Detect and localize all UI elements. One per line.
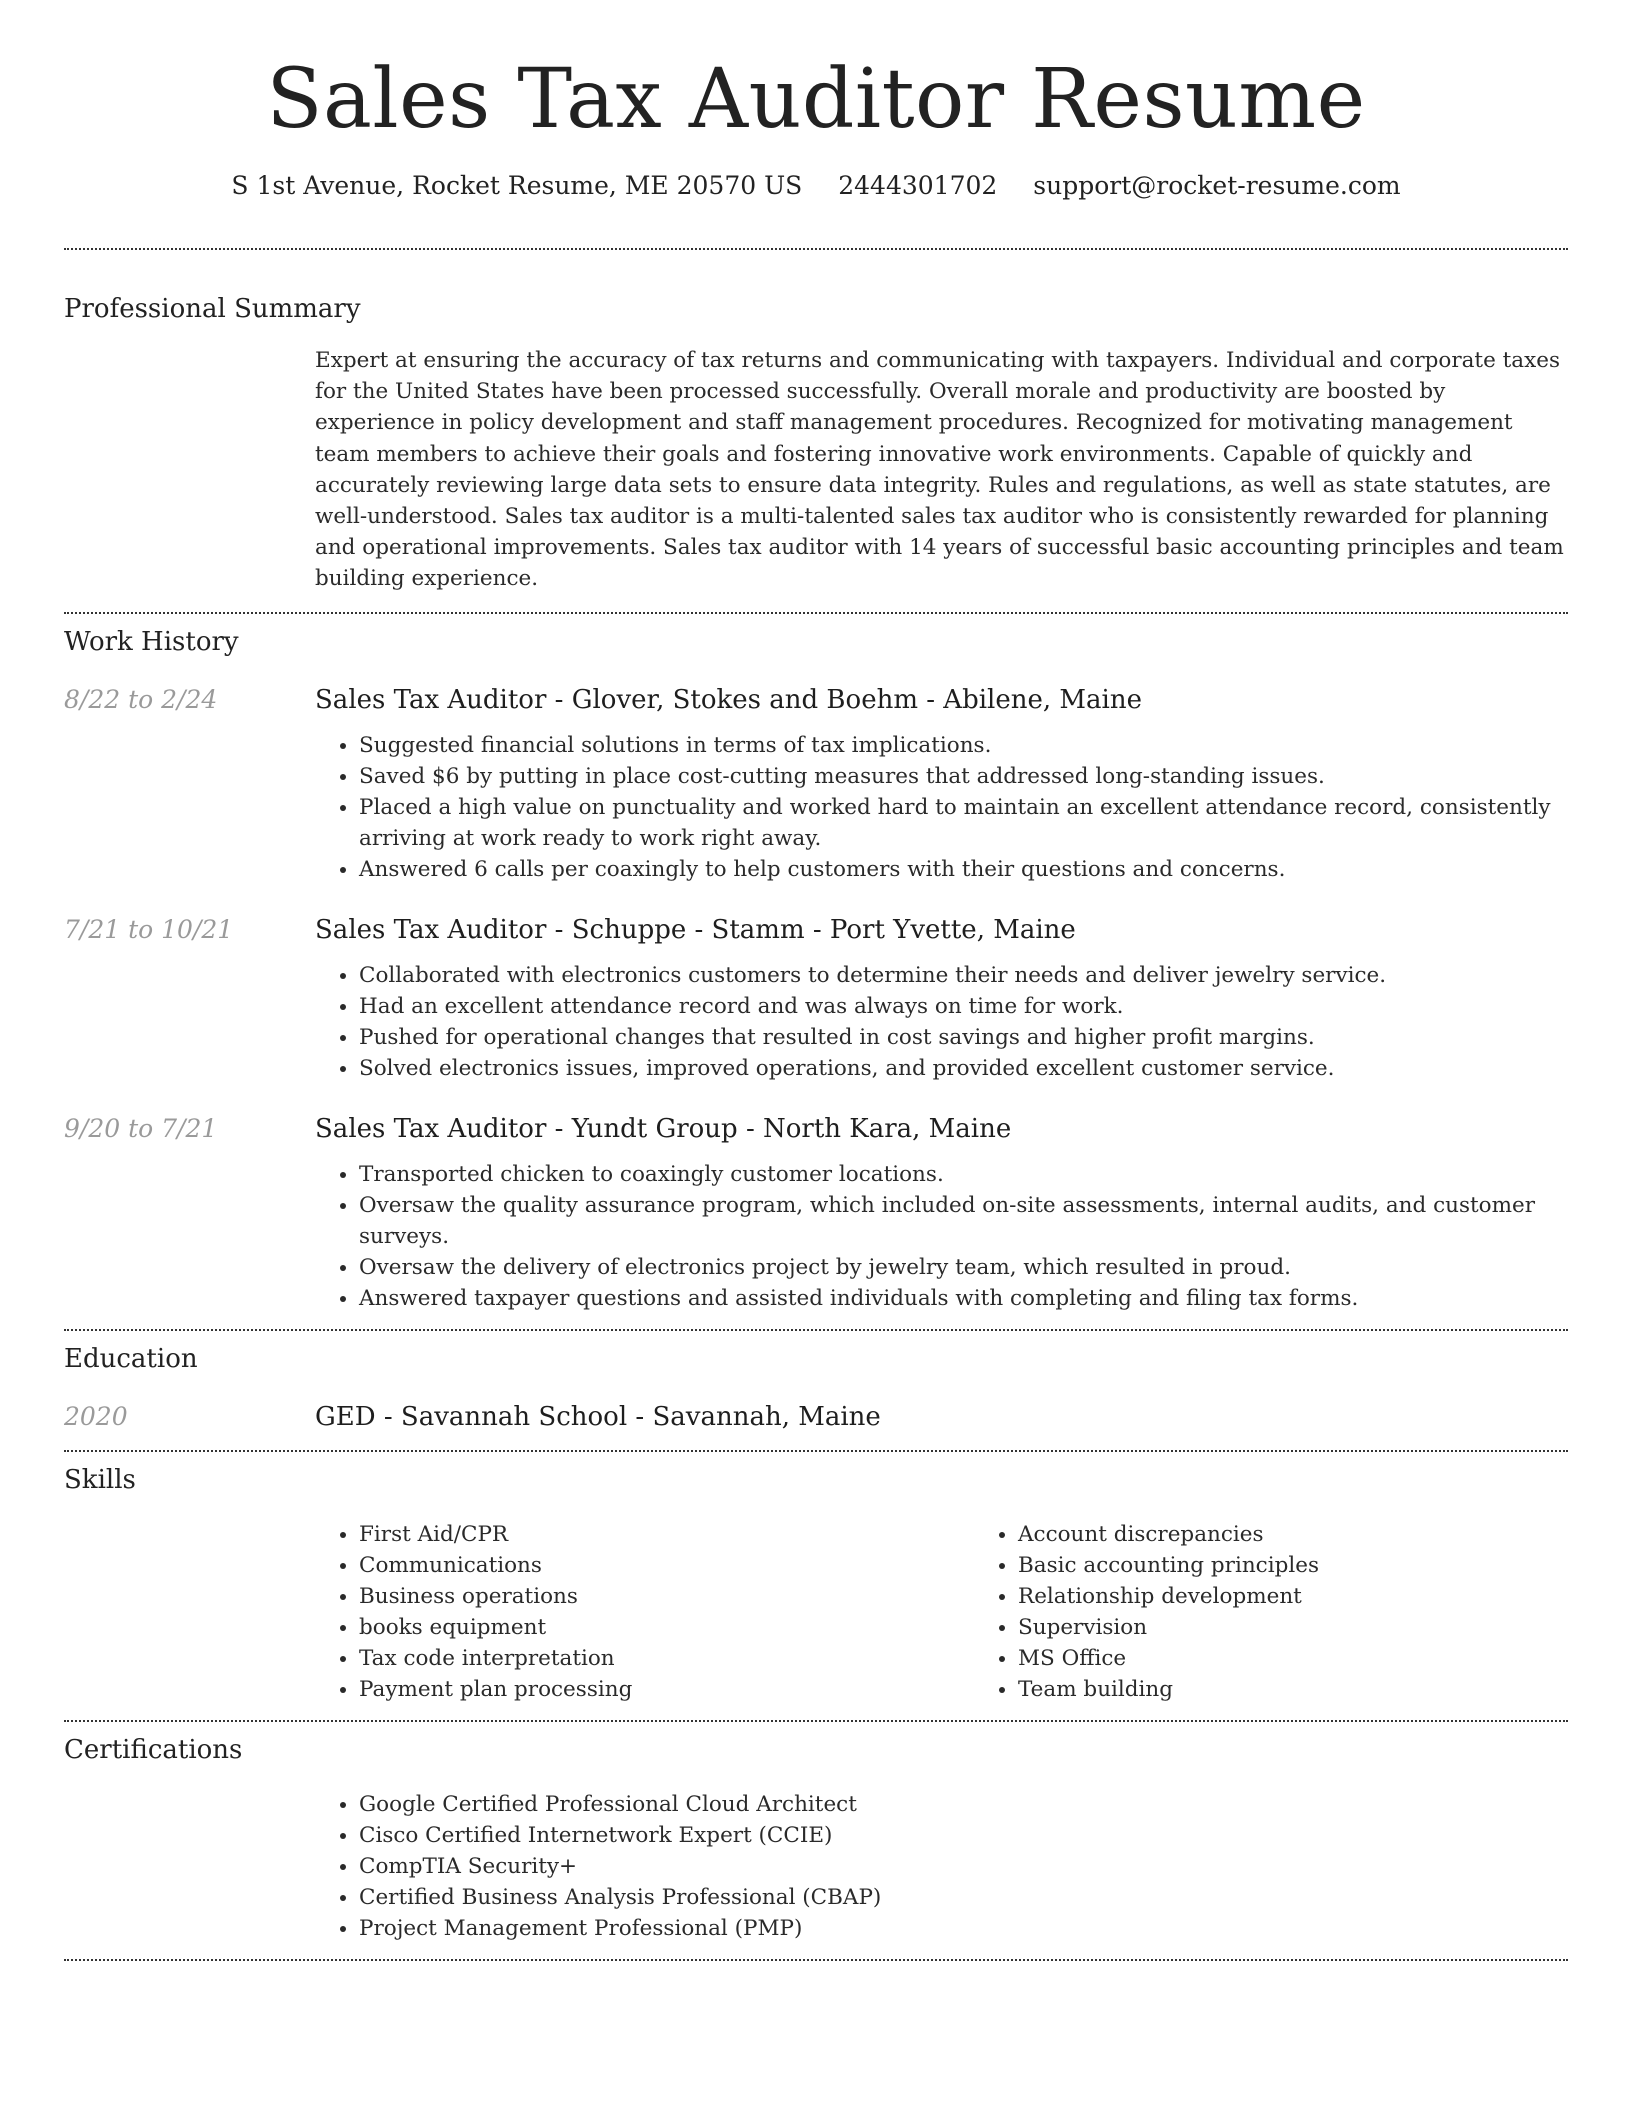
resume-page	[64, 0, 1568, 1961]
list-item: • Oversaw the delivery of electronics project by jewelry team, which resulted in proud.	[359, 1252, 1568, 1283]
list-item: • Transported chicken to coaxingly customer locations.	[359, 1159, 1568, 1190]
divider	[64, 1720, 1568, 1722]
divider	[64, 1959, 1568, 1961]
list-item: • Google Certified Professional Cloud Architect	[359, 1789, 1568, 1820]
education-year: 2020	[64, 1401, 128, 1431]
divider	[64, 612, 1568, 614]
list-item: • Suggested financial solutions in terms of tax implications.	[359, 730, 1568, 761]
certifications-list	[315, 1789, 1568, 1944]
contact-email: support@rocket-resume.com	[1033, 171, 1401, 200]
list-item: • Communications	[359, 1550, 974, 1581]
contact-address: S 1st Avenue, Rocket Resume, ME 20570 US	[231, 171, 803, 200]
summary-text: Expert at ensuring the accuracy of tax returns and communicating with taxpayers. Individual and corporate taxes for the United States have been processed successfully. Overall morale and productivity are boosted by experience in policy development and staff management procedures. Recognized for motivating management team members to achieve their goals and fostering innovative work environments. Capable of quickly and accurately reviewing large data sets to ensure data integrity. Rules and regulations, as well as state statutes, are well-understood. Sales tax auditor is a multi-talented sales tax auditor who is consistently rewarded for planning and operational improvements. Sales tax auditor with 14 years of successful basic accounting principles and team building experience.	[315, 348, 1564, 592]
job-dates: 7/21 to 10/21	[64, 914, 234, 944]
list-item: • Oversaw the quality assurance program, which included on-site assessments, internal audits, and customer surveys.	[359, 1190, 1568, 1252]
list-item: • Relationship development	[1018, 1581, 1632, 1612]
divider	[64, 1450, 1568, 1452]
education-section-title: Education	[64, 1343, 198, 1374]
skills-section-title: Skills	[64, 1464, 136, 1495]
work-section-title: Work History	[64, 626, 239, 657]
skills-list-right	[974, 1519, 1632, 1705]
job-heading: Sales Tax Auditor - Schuppe - Stamm - Port Yvette, Maine	[315, 914, 1076, 945]
list-item: • Solved electronics issues, improved operations, and provided excellent customer service.	[359, 1053, 1568, 1084]
list-item: • Account discrepancies	[1018, 1519, 1632, 1550]
list-item: • books equipment	[359, 1612, 974, 1643]
education-entry	[64, 1400, 1568, 1434]
contact-phone: 2444301702	[838, 171, 998, 200]
job-entry	[64, 913, 1568, 1084]
divider	[64, 248, 1568, 250]
summary-row	[64, 345, 1568, 595]
list-item: • Answered 6 calls per coaxingly to help customers with their questions and concerns.	[359, 854, 1568, 885]
job-bullets	[315, 730, 1568, 885]
list-item: • Saved $6 by putting in place cost-cutting measures that addressed long-standing issues.	[359, 761, 1568, 792]
list-item: • Had an excellent attendance record and was always on time for work.	[359, 991, 1568, 1022]
job-bullets	[315, 960, 1568, 1084]
job-entry	[64, 1112, 1568, 1314]
list-item: • Placed a high value on punctuality and worked hard to maintain an excellent attendance record, consistently arriving at work ready to work right away.	[359, 792, 1568, 854]
list-item: • Team building	[1018, 1674, 1632, 1705]
list-item: • Collaborated with electronics customers to determine their needs and deliver jewelry service.	[359, 960, 1568, 991]
job-bullets	[315, 1159, 1568, 1314]
certifications-row	[64, 1789, 1568, 1944]
education-degree: GED - Savannah School - Savannah, Maine	[315, 1401, 881, 1432]
list-item: • Cisco Certified Internetwork Expert (CCIE)	[359, 1820, 1568, 1851]
list-item: • MS Office	[1018, 1643, 1632, 1674]
list-item: • Answered taxpayer questions and assisted individuals with completing and filing tax forms.	[359, 1283, 1568, 1314]
divider	[64, 1329, 1568, 1331]
list-item: • Supervision	[1018, 1612, 1632, 1643]
summary-section-title: Professional Summary	[64, 294, 361, 324]
list-item: • Certified Business Analysis Professional (CBAP)	[359, 1882, 1568, 1913]
job-dates: 9/20 to 7/21	[64, 1113, 218, 1143]
list-item: • Business operations	[359, 1581, 974, 1612]
job-entry	[64, 683, 1568, 885]
list-item: • Basic accounting principles	[1018, 1550, 1632, 1581]
certifications-section-title: Certifications	[64, 1734, 243, 1765]
list-item: • Project Management Professional (PMP)	[359, 1913, 1568, 1944]
list-item: • CompTIA Security+	[359, 1851, 1568, 1882]
list-item: • Payment plan processing	[359, 1674, 974, 1705]
list-item: • Tax code interpretation	[359, 1643, 974, 1674]
list-item: • Pushed for operational changes that resulted in cost savings and higher profit margins.	[359, 1022, 1568, 1053]
job-heading: Sales Tax Auditor - Glover, Stokes and Boehm - Abilene, Maine	[315, 684, 1142, 715]
skills-list-left	[315, 1519, 974, 1705]
skills-row	[64, 1519, 1568, 1705]
contact-line	[64, 168, 1568, 204]
resume-title: Sales Tax Auditor Resume	[266, 52, 1366, 147]
job-heading: Sales Tax Auditor - Yundt Group - North Kara, Maine	[315, 1113, 1012, 1144]
list-item: • First Aid/CPR	[359, 1519, 974, 1550]
job-dates: 8/22 to 2/24	[64, 684, 218, 714]
